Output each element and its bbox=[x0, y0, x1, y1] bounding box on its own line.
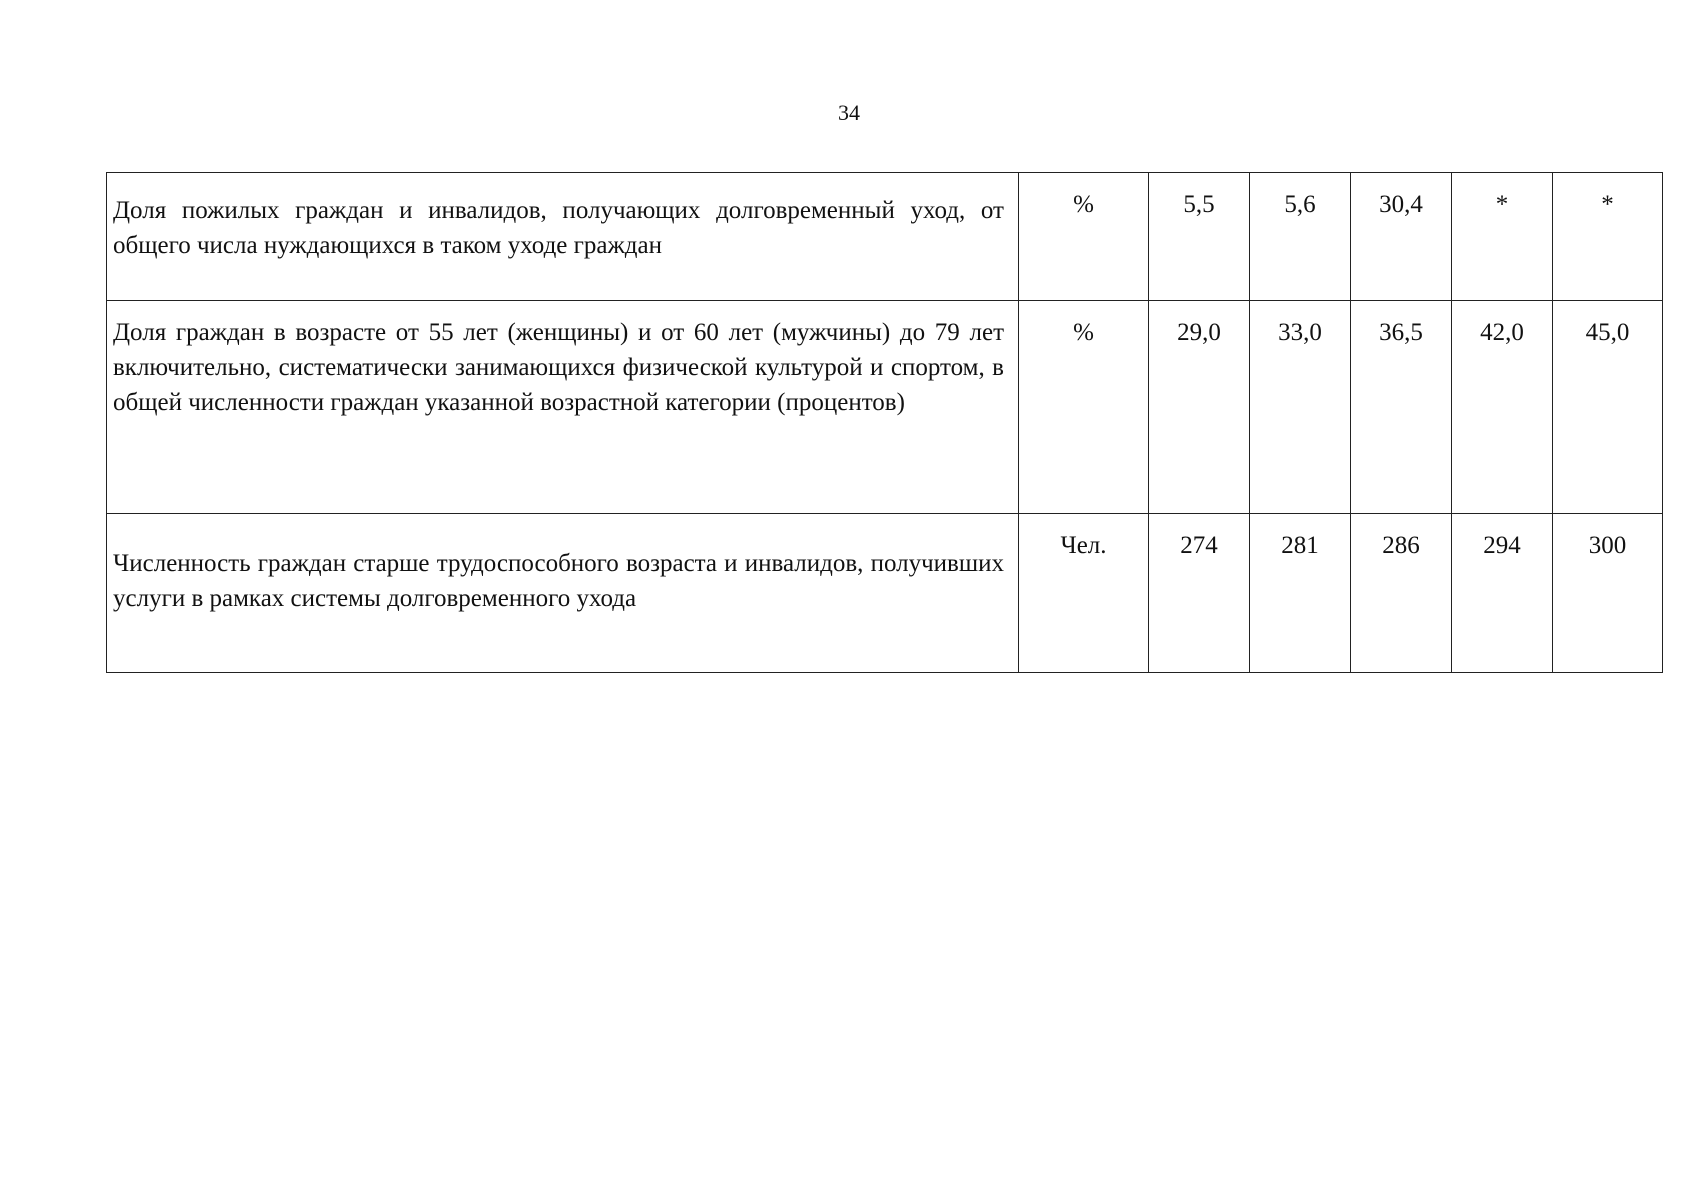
indicator-unit: Чел. bbox=[1019, 514, 1149, 673]
table-row bbox=[107, 301, 1663, 514]
indicator-value: 294 bbox=[1452, 514, 1553, 673]
indicator-value: 36,5 bbox=[1351, 301, 1452, 514]
indicator-value: 33,0 bbox=[1250, 301, 1351, 514]
indicator-value: * bbox=[1452, 173, 1553, 301]
indicator-value: 281 bbox=[1250, 514, 1351, 673]
indicator-value: 30,4 bbox=[1351, 173, 1452, 301]
indicator-value: 300 bbox=[1553, 514, 1663, 673]
indicator-value: 29,0 bbox=[1149, 301, 1250, 514]
indicator-value: 274 bbox=[1149, 514, 1250, 673]
indicator-description: Численность граждан старше трудоспособного возраста и инвалидов, получивших услуги в рамках системы долговременного ухода bbox=[107, 514, 1019, 673]
indicator-value: 45,0 bbox=[1553, 301, 1663, 514]
indicator-value: 5,5 bbox=[1149, 173, 1250, 301]
indicator-value: 42,0 bbox=[1452, 301, 1553, 514]
indicator-description: Доля граждан в возрасте от 55 лет (женщины) и от 60 лет (мужчины) до 79 лет включительно, систематически занимающихся физической культурой и спортом, в общей численности граждан указанной возрастной категории (процентов) bbox=[107, 301, 1019, 514]
indicator-description: Доля пожилых граждан и инвалидов, получающих долговременный уход, от общего числа нуждающихся в таком уходе граждан bbox=[107, 173, 1019, 301]
indicator-unit: % bbox=[1019, 301, 1149, 514]
indicators-table bbox=[106, 172, 1663, 673]
table-row bbox=[107, 514, 1663, 673]
indicator-value: 5,6 bbox=[1250, 173, 1351, 301]
indicator-value: 286 bbox=[1351, 514, 1452, 673]
indicator-value: * bbox=[1553, 173, 1663, 301]
table-row bbox=[107, 173, 1663, 301]
page-number: 34 bbox=[838, 100, 860, 125]
indicator-unit: % bbox=[1019, 173, 1149, 301]
